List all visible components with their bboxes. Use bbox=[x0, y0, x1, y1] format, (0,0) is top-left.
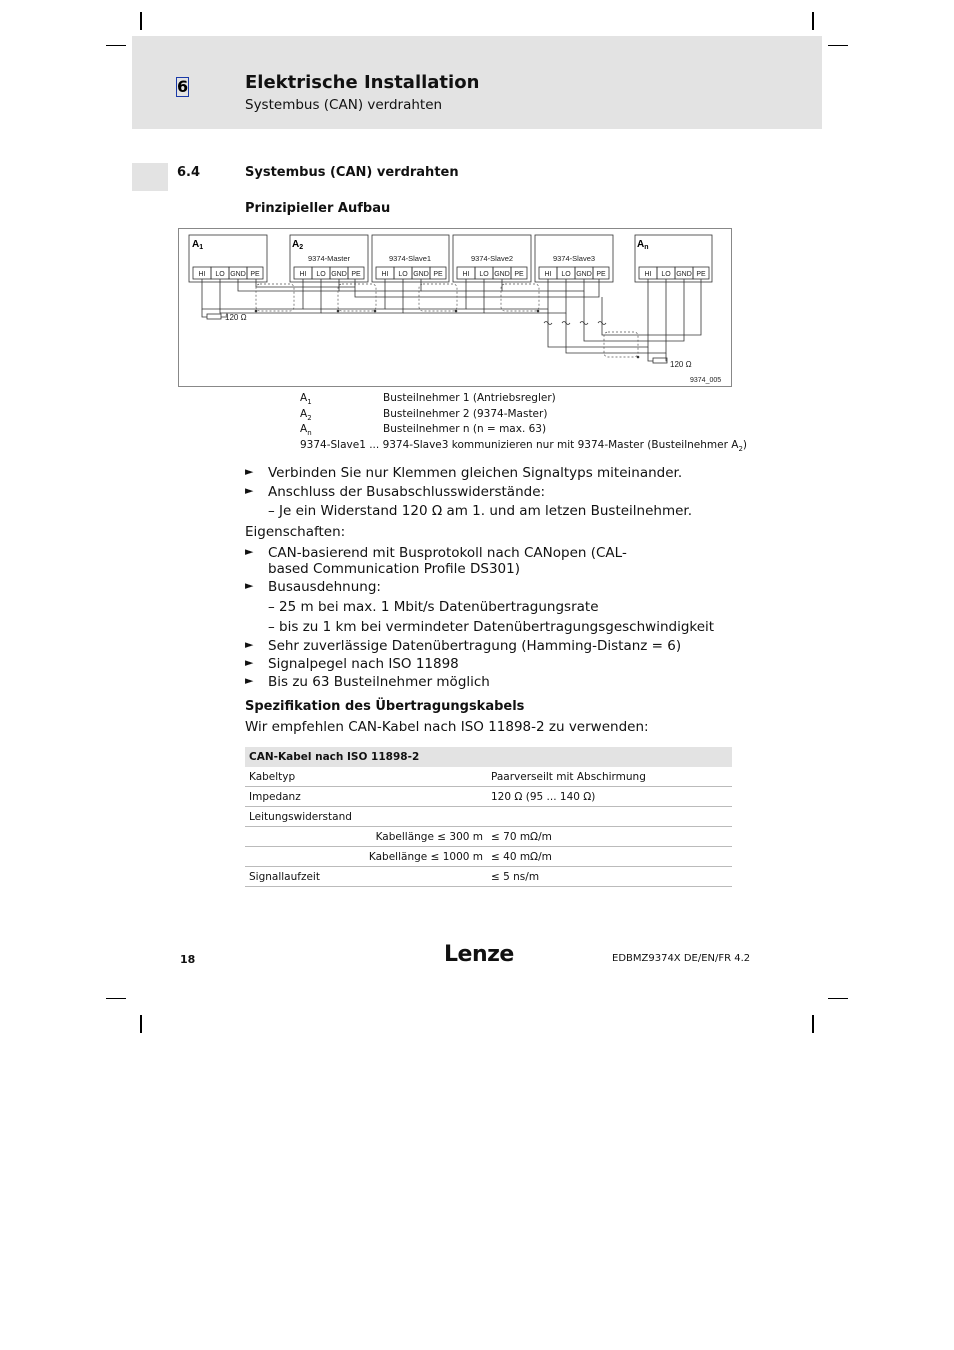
node-name: 9374-Slave3 bbox=[552, 254, 596, 263]
node-name: 9374-Slave2 bbox=[470, 254, 514, 263]
document-id: EDBMZ9374X DE/EN/FR 4.2 bbox=[612, 953, 751, 964]
terminal-label: HI bbox=[462, 271, 470, 278]
legend-note: 9374-Slave1 ... 9374-Slave3 kommunizieren nur mit 9374-Master (Busteilnehmer $A_2$) bbox=[300, 439, 748, 454]
crop-mark bbox=[140, 1015, 142, 1033]
terminal-label: LO bbox=[215, 271, 225, 278]
node-label: A bbox=[192, 239, 200, 250]
crop-mark bbox=[106, 998, 126, 999]
crop-mark bbox=[812, 12, 814, 30]
table-cell: Impedanz bbox=[245, 787, 487, 807]
terminal-label: PE bbox=[696, 271, 706, 278]
table-row bbox=[245, 787, 732, 807]
terminal-label: PE bbox=[433, 271, 443, 278]
terminal-label: GND bbox=[230, 271, 246, 278]
bullet-icon: ► bbox=[245, 579, 254, 592]
terminal-label: GND bbox=[494, 271, 510, 278]
table-cell: Leitungswiderstand bbox=[245, 807, 487, 827]
terminal-label: PE bbox=[250, 271, 260, 278]
crop-mark bbox=[828, 45, 848, 46]
chapter-title: Elektrische Installation bbox=[245, 72, 480, 93]
dash-item: – bis zu 1 km bei vermindeter Datenübertragungsgeschwindigkeit bbox=[268, 619, 715, 635]
table-cell: 120 Ω (95 ... 140 Ω) bbox=[487, 787, 732, 807]
table-header-cell: CAN-Kabel nach ISO 11898-2 bbox=[245, 747, 732, 767]
figure-id: 9374_005 bbox=[690, 377, 722, 384]
bullet-icon: ► bbox=[245, 638, 254, 651]
legend-text: Busteilnehmer n (n = max. 63) bbox=[383, 423, 547, 435]
wiring-diagram bbox=[178, 228, 732, 387]
table-row bbox=[245, 847, 732, 867]
table-row bbox=[245, 827, 732, 847]
terminal-label: PE bbox=[351, 271, 361, 278]
legend-text: Busteilnehmer 2 (9374-Master) bbox=[383, 408, 548, 420]
terminal-label: GND bbox=[413, 271, 429, 278]
bullet-icon: ► bbox=[245, 465, 254, 478]
dash-item: – 25 m bei max. 1 Mbit/s Datenübertragungsrate bbox=[268, 599, 599, 615]
chapter-number: 6 bbox=[177, 77, 189, 96]
table-cell: Kabeltyp bbox=[245, 767, 487, 787]
bullet-icon: ► bbox=[245, 484, 254, 497]
spec-heading: Spezifikation des Übertragungskabels bbox=[245, 699, 525, 714]
legend-key: $A_n$ bbox=[300, 423, 312, 438]
terminal-label: HI bbox=[299, 271, 307, 278]
svg-text:An: $A_n$ bbox=[637, 239, 649, 251]
terminal-label: GND bbox=[576, 271, 592, 278]
terminal-label: LO bbox=[479, 271, 489, 278]
table-row bbox=[245, 867, 732, 887]
terminal-label: HI bbox=[544, 271, 552, 278]
crop-mark bbox=[828, 998, 848, 999]
table-cell: ≤ 5 ns/m bbox=[487, 867, 732, 887]
table-cell bbox=[487, 807, 732, 827]
figure-heading: Prinzipieller Aufbau bbox=[245, 201, 391, 216]
resistor-label: 120 Ω bbox=[225, 313, 247, 322]
svg-text:A2: $A_2$ bbox=[292, 239, 304, 251]
lenze-logo: Lenze bbox=[444, 942, 514, 967]
bullet-icon: ► bbox=[245, 674, 254, 687]
terminal-label: HI bbox=[644, 271, 652, 278]
table-cell: ≤ 70 mΩ/m bbox=[487, 827, 732, 847]
terminal-label: HI bbox=[198, 271, 206, 278]
legend-text: Busteilnehmer 1 (Antriebsregler) bbox=[383, 392, 556, 404]
terminal-label: LO bbox=[561, 271, 571, 278]
table-cell: Paarverseilt mit Abschirmung bbox=[487, 767, 732, 787]
bullet-icon: ► bbox=[245, 545, 254, 558]
table-row bbox=[245, 807, 732, 827]
node-name: 9374-Slave1 bbox=[388, 254, 432, 263]
terminal-label: HI bbox=[381, 271, 389, 278]
table-header bbox=[245, 747, 732, 767]
legend-key: $A_1$ bbox=[300, 392, 312, 407]
svg-text:A1: $A_1$ bbox=[192, 239, 204, 251]
terminal-label: LO bbox=[661, 271, 671, 278]
crop-mark bbox=[812, 1015, 814, 1033]
terminal-label: LO bbox=[316, 271, 326, 278]
wiring-diagram-svg bbox=[179, 229, 731, 386]
node-label: A bbox=[637, 239, 645, 250]
table-row bbox=[245, 767, 732, 787]
section-title: Systembus (CAN) verdrahten bbox=[245, 165, 459, 180]
section-marker bbox=[132, 163, 168, 191]
table-cell: Signallaufzeit bbox=[245, 867, 487, 887]
terminal-label: LO bbox=[398, 271, 408, 278]
section-number: 6.4 bbox=[177, 165, 201, 180]
node-label: A bbox=[292, 239, 300, 250]
dash-item: – Je ein Widerstand 120 Ω am 1. und am letzen Busteilnehmer. bbox=[268, 503, 693, 519]
table-cell: Kabellänge ≤ 300 m bbox=[245, 827, 487, 847]
terminal-label: PE bbox=[514, 271, 524, 278]
crop-mark bbox=[140, 12, 142, 30]
page-number: 18 bbox=[180, 953, 196, 966]
spec-intro: Wir empfehlen CAN-Kabel nach ISO 11898-2 zu verwenden: bbox=[245, 719, 649, 735]
chapter-subtitle: Systembus (CAN) verdrahten bbox=[245, 97, 443, 113]
table-cell: Kabellänge ≤ 1000 m bbox=[245, 847, 487, 867]
terminal-label: GND bbox=[331, 271, 347, 278]
crop-mark bbox=[106, 45, 126, 46]
node-name: 9374-Master bbox=[307, 254, 351, 263]
legend-key: $A_2$ bbox=[300, 408, 312, 423]
terminal-label: GND bbox=[676, 271, 692, 278]
spec-table bbox=[245, 747, 732, 887]
bullet-icon: ► bbox=[245, 656, 254, 669]
table-cell: ≤ 40 mΩ/m bbox=[487, 847, 732, 867]
terminal-label: PE bbox=[596, 271, 606, 278]
properties-label: Eigenschaften: bbox=[245, 524, 346, 540]
resistor-label: 120 Ω bbox=[670, 360, 692, 369]
